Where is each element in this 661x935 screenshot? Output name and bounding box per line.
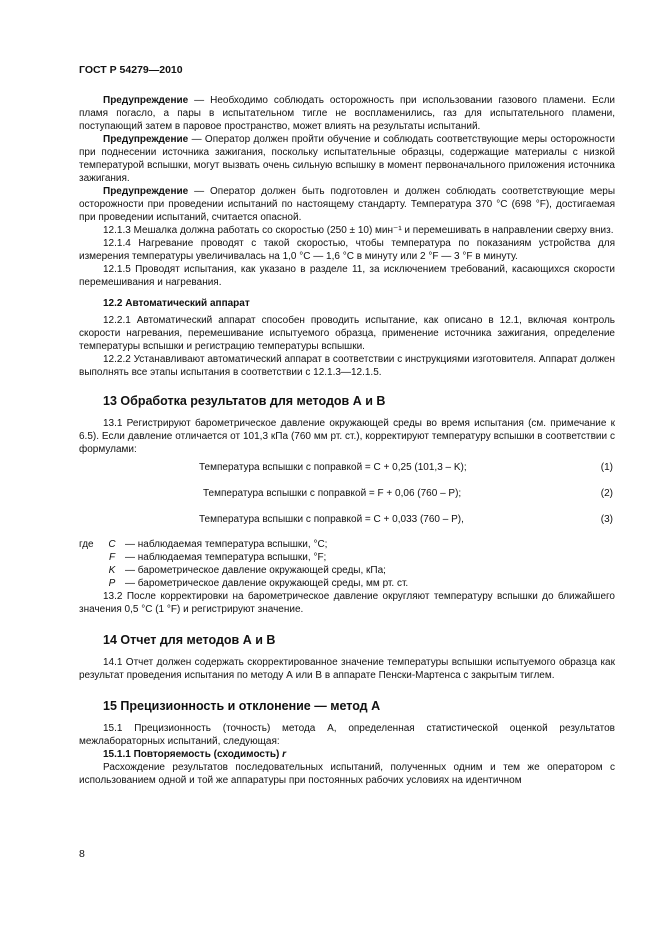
formula-1	[79, 461, 615, 474]
section-13-title: 13 Обработка результатов для методов А и В	[103, 394, 386, 408]
warning-label: Предупреждение	[103, 95, 189, 106]
document-body	[79, 94, 615, 787]
where-row	[79, 538, 615, 551]
page-number: 8	[79, 848, 85, 860]
warning-label: Предупреждение	[103, 186, 189, 197]
where-symbol: K	[108, 565, 116, 576]
paragraph-12-1-5: 12.1.5 Проводят испытания, как указано в разделе 11, за исключением требований, касающихся скорости перемешивания и нагревания.	[79, 264, 615, 288]
formula-text: Температура вспышки с поправкой = C + 0,033 (760 – P),	[199, 514, 464, 525]
where-description: — наблюдаемая температура вспышки, °С;	[125, 539, 328, 550]
where-symbol: C	[108, 539, 116, 550]
section-12-2-title: 12.2 Автоматический аппарат	[103, 298, 250, 309]
where-symbol: P	[108, 578, 116, 589]
section-14-title: 14 Отчет для методов А и В	[103, 633, 276, 647]
formula-2	[79, 487, 615, 500]
where-row	[79, 564, 615, 577]
warning-paragraph	[79, 185, 615, 224]
paragraph-12-1-4: 12.1.4 Нагревание проводят с такой скоростью, чтобы температура по показаниям устройства для измерения температуры увеличивалась на 1,0 °С — 1,6 °С в минуту или 2 °F — 3 °F в минуту.	[79, 238, 615, 262]
warning-label: Предупреждение	[103, 134, 189, 145]
formula-text: Температура вспышки с поправкой = C + 0,25 (101,3 – K);	[199, 462, 467, 473]
formula-number: (1)	[600, 462, 613, 473]
warning-paragraph	[79, 133, 615, 185]
warning-text: — Необходимо соблюдать осторожность при использовании газового пламени. Если пламя погасло, а пары в испытательном тигле не воспламенились, газ для испытательного пламени, поступающий затем в паровое пространство, может влиять на результаты испытаний.	[79, 95, 615, 132]
paragraph-13-2: 13.2 После корректировки на барометрическое давление округляют температуру вспышки до ближайшего значения 0,5 °С (1 °F) и регистрируют значение.	[79, 591, 615, 615]
where-word: где	[79, 539, 94, 550]
warning-paragraph	[79, 94, 615, 133]
paragraph-12-2-2: 12.2.2 Устанавливают автоматический аппарат в соответствии с инструкциями изготовителя. Аппарат должен выполнять все этапы испытания в соответствии с 12.1.3—12.1.5.	[79, 354, 615, 378]
standard-header: ГОСТ Р 54279—2010	[79, 64, 183, 76]
warning-text: — Оператор должен быть подготовлен и должен соблюдать соответствующие меры осторожности при проведении испытаний по настоящему стандарту. Температура 370 °С (698 °F), достигаемая при проведении испытаний, считается опасной.	[79, 186, 615, 223]
paragraph-13-1: 13.1 Регистрируют барометрическое давление окружающей среды во время испытания (см. примечание к 6.5). Если давление отличается от 101,3 кПа (760 мм рт. ст.), корректируют температуру вспышки в соответствии с формулами:	[79, 418, 615, 455]
formula-number: (3)	[600, 514, 613, 525]
where-description: — наблюдаемая температура вспышки, °F;	[125, 552, 327, 563]
where-row	[79, 577, 615, 590]
paragraph-15-1: 15.1 Прецизионность (точность) метода А, определенная статистической оценкой результатов межлабораторных испытаний, следующая:	[79, 723, 615, 747]
where-description: — барометрическое давление окружающей среды, мм рт. ст.	[125, 578, 409, 589]
paragraph-14-1: 14.1 Отчет должен содержать скорректированное значение температуры вспышки испытуемого образца как результат проведения испытания по методу А или В в аппарате Пенски-Мартенса с закрытым тиглем.	[79, 657, 615, 681]
subsection-15-1-1-title	[79, 748, 615, 761]
where-symbol: F	[108, 552, 116, 563]
warning-text: — Оператор должен пройти обучение и соблюдать соответствующие меры осторожности при поднесении источника зажигания, поскольку испытательные образцы, содержащие материалы с низкой температурой вспышки, могут вызвать очень сильную вспышку в момент первоначального приложения источника зажигания.	[79, 134, 615, 184]
paragraph-15-1-1: Расхождение результатов последовательных испытаний, полученных одним и тем же оператором с использованием одной и той же аппаратуры при постоянных рабочих условиях на идентичном	[79, 762, 615, 786]
repeatability-symbol: r	[282, 749, 287, 760]
paragraph-12-2-1: 12.2.1 Автоматический аппарат способен проводить испытание, как описано в 12.1, включая контроль скорости нагревания, перемешивание испытуемого образца, применение источника зажигания, определение температуры вспышки и регистрацию температуры вспышки.	[79, 315, 615, 352]
formula-3	[79, 513, 615, 526]
subsection-title-text: 15.1.1 Повторяемость (сходимость)	[103, 749, 280, 760]
formula-number: (2)	[600, 488, 613, 499]
where-description: — барометрическое давление окружающей среды, кПа;	[125, 565, 386, 576]
paragraph-12-1-3: 12.1.3 Мешалка должна работать со скоростью (250 ± 10) мин⁻¹ и перемешивать в направлении сверху вниз.	[103, 225, 614, 236]
section-15-title: 15 Прецизионность и отклонение — метод А	[103, 699, 381, 713]
formula-text: Температура вспышки с поправкой = F + 0,06 (760 – P);	[203, 488, 462, 499]
where-row	[79, 551, 615, 564]
